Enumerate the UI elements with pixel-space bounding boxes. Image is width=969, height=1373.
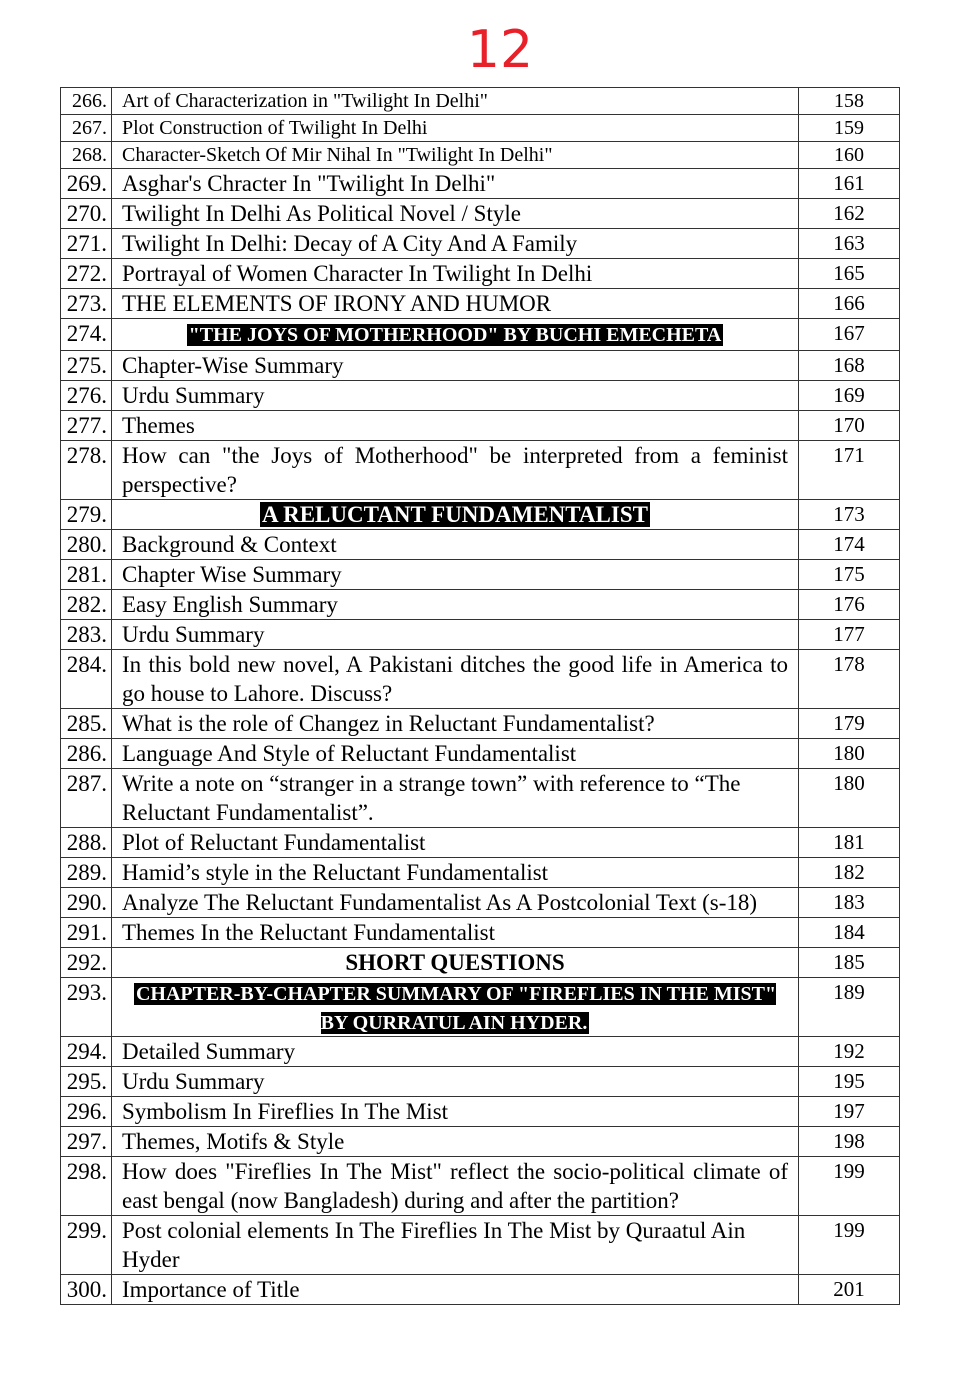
toc-entry-topic: Post colonial elements In The Fireflies In The Mist by Quraatul Ain Hyder [112, 1216, 799, 1275]
toc-entry-page: 180 [799, 739, 900, 769]
toc-entry-page: 184 [799, 918, 900, 948]
toc-entry-page: 158 [799, 88, 900, 115]
toc-entry-page: 162 [799, 199, 900, 229]
page-number: 12 [466, 20, 534, 80]
toc-entry-number: 281. [61, 560, 112, 590]
toc-entry-number: 287. [61, 769, 112, 828]
toc-row [61, 229, 900, 259]
toc-entry-page: 183 [799, 888, 900, 918]
toc-entry-page: 199 [799, 1216, 900, 1275]
toc-entry-topic: Urdu Summary [112, 620, 799, 650]
toc-entry-number: 274. [61, 319, 112, 351]
toc-entry-page: 159 [799, 115, 900, 142]
toc-entry-topic: Art of Characterization in "Twilight In Delhi" [112, 88, 799, 115]
toc-row [61, 1037, 900, 1067]
toc-entry-topic: THE ELEMENTS OF IRONY AND HUMOR [112, 289, 799, 319]
toc-entry-page: 163 [799, 229, 900, 259]
toc-entry-topic: Analyze The Reluctant Fundamentalist As A Postcolonial Text (s-18) [112, 888, 799, 918]
toc-entry-page: 166 [799, 289, 900, 319]
toc-entry-page: 179 [799, 709, 900, 739]
toc-entry-topic: Twilight In Delhi: Decay of A City And A Family [112, 229, 799, 259]
toc-entry-topic: Hamid’s style in the Reluctant Fundamentalist [112, 858, 799, 888]
toc-entry-number: 269. [61, 169, 112, 199]
toc-entry-number: 293. [61, 978, 112, 1037]
toc-entry-page: 167 [799, 319, 900, 351]
toc-entry-number: 280. [61, 530, 112, 560]
toc-entry-topic [112, 319, 799, 351]
toc-entry-topic: How can "the Joys of Motherhood" be interpreted from a feminist perspective? [112, 441, 799, 500]
toc-row [61, 289, 900, 319]
toc-entry-page: 173 [799, 500, 900, 530]
toc-entry-topic: What is the role of Changez in Reluctant Fundamentalist? [112, 709, 799, 739]
toc-entry-number: 288. [61, 828, 112, 858]
toc-entry-number: 298. [61, 1157, 112, 1216]
toc-entry-page: 176 [799, 590, 900, 620]
toc-entry-topic: Portrayal of Women Character In Twilight In Delhi [112, 259, 799, 289]
toc-row [61, 500, 900, 530]
toc-entry-page: 199 [799, 1157, 900, 1216]
toc-entry-topic: Chapter-Wise Summary [112, 351, 799, 381]
toc-entry-topic: Language And Style of Reluctant Fundamentalist [112, 739, 799, 769]
toc-entry-number: 268. [61, 142, 112, 169]
toc-entry-number: 292. [61, 948, 112, 978]
toc-row [61, 769, 900, 828]
toc-entry-number: 291. [61, 918, 112, 948]
toc-row [61, 739, 900, 769]
toc-entry-number: 289. [61, 858, 112, 888]
toc-entry-number: 277. [61, 411, 112, 441]
toc-row [61, 1127, 900, 1157]
toc-row [61, 259, 900, 289]
toc-entry-number: 279. [61, 500, 112, 530]
toc-entry-topic: Write a note on “stranger in a strange town” with reference to “The Reluctant Fundamentalist”. [112, 769, 799, 828]
toc-row [61, 709, 900, 739]
toc-row [61, 948, 900, 978]
toc-row [61, 351, 900, 381]
toc-row [61, 142, 900, 169]
toc-entry-number: 282. [61, 590, 112, 620]
toc-entry-page: 195 [799, 1067, 900, 1097]
toc-entry-number: 300. [61, 1275, 112, 1305]
toc-row [61, 1275, 900, 1305]
toc-entry-number: 297. [61, 1127, 112, 1157]
toc-entry-topic: Symbolism In Fireflies In The Mist [112, 1097, 799, 1127]
toc-entry-page: 165 [799, 259, 900, 289]
toc-row [61, 115, 900, 142]
toc-entry-topic: How does "Fireflies In The Mist" reflect the socio-political climate of east bengal (now Bangladesh) during and after the partition? [112, 1157, 799, 1216]
toc-entry-number: 299. [61, 1216, 112, 1275]
section-heading: SHORT QUESTIONS [112, 948, 799, 978]
toc-entry-page: 180 [799, 769, 900, 828]
toc-entry-number: 283. [61, 620, 112, 650]
toc-entry-page: 170 [799, 411, 900, 441]
toc-row [61, 441, 900, 500]
toc-row [61, 530, 900, 560]
toc-entry-topic: Themes, Motifs & Style [112, 1127, 799, 1157]
toc-row [61, 1216, 900, 1275]
toc-entry-number: 270. [61, 199, 112, 229]
toc-entry-page: 178 [799, 650, 900, 709]
toc-entry-number: 295. [61, 1067, 112, 1097]
toc-entry-page: 182 [799, 858, 900, 888]
toc-entry-topic [112, 978, 799, 1037]
toc-entry-topic: Urdu Summary [112, 1067, 799, 1097]
toc-entry-page: 185 [799, 948, 900, 978]
toc-row [61, 978, 900, 1037]
section-heading-highlight: CHAPTER-BY-CHAPTER SUMMARY OF "FIREFLIES IN THE MIST" BY QURRATUL AIN HYDER. [135, 983, 777, 1034]
toc-entry-number: 267. [61, 115, 112, 142]
toc-row [61, 411, 900, 441]
toc-row [61, 590, 900, 620]
toc-row [61, 888, 900, 918]
toc-entry-page: 161 [799, 169, 900, 199]
toc-entry-number: 275. [61, 351, 112, 381]
toc-entry-number: 276. [61, 381, 112, 411]
toc-entry-page: 168 [799, 351, 900, 381]
toc-entry-number: 294. [61, 1037, 112, 1067]
toc-entry-number: 271. [61, 229, 112, 259]
toc-entry-topic: Easy English Summary [112, 590, 799, 620]
toc-entry-topic: Background & Context [112, 530, 799, 560]
toc-row [61, 381, 900, 411]
toc-entry-topic: Character-Sketch Of Mir Nihal In "Twilight In Delhi" [112, 142, 799, 169]
toc-row [61, 1097, 900, 1127]
toc-row [61, 620, 900, 650]
toc-entry-number: 284. [61, 650, 112, 709]
toc-row [61, 918, 900, 948]
toc-entry-number: 296. [61, 1097, 112, 1127]
toc-entry-page: 169 [799, 381, 900, 411]
toc-entry-page: 177 [799, 620, 900, 650]
toc-entry-topic: Detailed Summary [112, 1037, 799, 1067]
toc-entry-topic: Asghar's Chracter In "Twilight In Delhi" [112, 169, 799, 199]
toc-entry-page: 189 [799, 978, 900, 1037]
toc-entry-number: 285. [61, 709, 112, 739]
toc-entry-page: 192 [799, 1037, 900, 1067]
toc-entry-topic: Twilight In Delhi As Political Novel / Style [112, 199, 799, 229]
toc-entry-page: 201 [799, 1275, 900, 1305]
toc-entry-number: 272. [61, 259, 112, 289]
toc-entry-number: 278. [61, 441, 112, 500]
toc-entry-topic: Urdu Summary [112, 381, 799, 411]
toc-entry-number: 266. [61, 88, 112, 115]
toc-entry-topic: Chapter Wise Summary [112, 560, 799, 590]
toc-entry-topic: Plot of Reluctant Fundamentalist [112, 828, 799, 858]
section-heading-highlight: A RELUCTANT FUNDAMENTALIST [262, 502, 648, 527]
toc-entry-topic: Themes In the Reluctant Fundamentalist [112, 918, 799, 948]
toc-entry-topic: Importance of Title [112, 1275, 799, 1305]
toc-row [61, 199, 900, 229]
toc-row [61, 169, 900, 199]
toc-entry-topic: Plot Construction of Twilight In Delhi [112, 115, 799, 142]
toc-entry-page: 175 [799, 560, 900, 590]
toc-entry-topic [112, 500, 799, 530]
toc-entry-number: 273. [61, 289, 112, 319]
toc-entry-topic: In this bold new novel, A Pakistani ditches the good life in America to go house to Lahore. Discuss? [112, 650, 799, 709]
toc-entry-page: 171 [799, 441, 900, 500]
toc-row [61, 560, 900, 590]
toc-entry-page: 198 [799, 1127, 900, 1157]
toc-entry-page: 174 [799, 530, 900, 560]
toc-entry-page: 160 [799, 142, 900, 169]
toc-row [61, 828, 900, 858]
toc-entry-page: 197 [799, 1097, 900, 1127]
toc-entry-number: 286. [61, 739, 112, 769]
toc-entry-number: 290. [61, 888, 112, 918]
toc-row [61, 88, 900, 115]
section-heading-highlight: "THE JOYS OF MOTHERHOOD" BY BUCHI EMECHETA [188, 324, 722, 346]
table-of-contents [60, 87, 900, 1305]
toc-entry-page: 181 [799, 828, 900, 858]
toc-row [61, 319, 900, 351]
toc-row [61, 1067, 900, 1097]
toc-row [61, 1157, 900, 1216]
toc-row [61, 650, 900, 709]
toc-row [61, 858, 900, 888]
toc-entry-topic: Themes [112, 411, 799, 441]
